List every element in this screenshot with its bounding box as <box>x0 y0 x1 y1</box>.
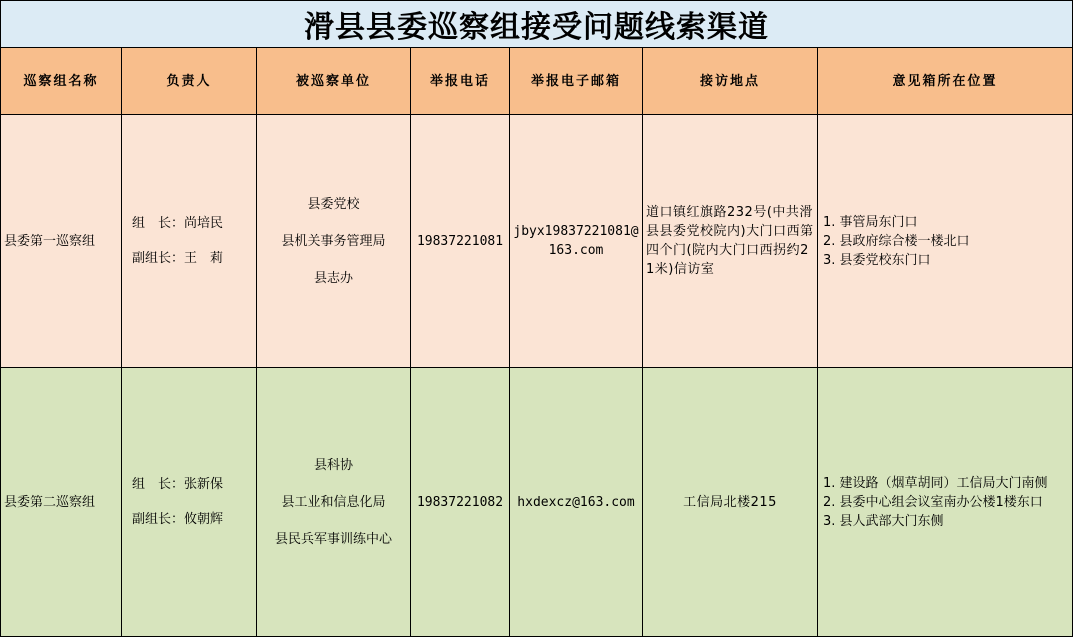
mailbox-cell <box>818 115 1073 368</box>
mailbox-item: 1. 建设路（烟草胡同）工信局大门南侧 <box>823 475 1048 491</box>
units-cell <box>257 368 411 637</box>
header-leader: 负责人 <box>122 48 257 115</box>
table-row <box>1 115 1073 368</box>
mailbox-item: 3. 县委党校东门口 <box>823 252 931 268</box>
mailbox-item: 2. 县政府综合楼一楼北口 <box>823 233 970 249</box>
unit-item: 县工业和信息化局 <box>281 494 386 510</box>
channels-table <box>0 47 1073 637</box>
header-address: 接访地点 <box>643 48 818 115</box>
header-group: 巡察组名称 <box>1 48 122 115</box>
leader-cell <box>122 115 257 368</box>
unit-item: 县志办 <box>313 270 353 286</box>
header-email: 举报电子邮箱 <box>510 48 643 115</box>
email-cell: jbyx19837221081@163.com <box>510 115 643 368</box>
group-name-cell: 县委第一巡察组 <box>1 115 122 368</box>
unit-item: 县科协 <box>313 457 353 473</box>
header-phone: 举报电话 <box>411 48 510 115</box>
units-cell <box>257 115 411 368</box>
header-mailbox: 意见箱所在位置 <box>818 48 1073 115</box>
deputy-text: 副组长：王 莉 <box>132 251 224 266</box>
mailbox-item: 2. 县委中心组会议室南办公楼1楼东口 <box>823 494 1043 510</box>
mailbox-cell <box>818 368 1073 637</box>
unit-item: 县机关事务管理局 <box>281 233 386 249</box>
page-title: 滑县县委巡察组接受问题线索渠道 <box>0 0 1073 48</box>
deputy-text: 副组长：攸朝辉 <box>132 512 224 527</box>
header-row <box>1 48 1073 115</box>
leader-text: 组 长：张新保 <box>132 477 224 492</box>
table-row <box>1 368 1073 637</box>
mailbox-item: 1. 事管局东门口 <box>823 214 918 230</box>
email-cell: hxdexcz@163.com <box>510 368 643 637</box>
phone-cell: 19837221081 <box>411 115 510 368</box>
address-cell: 道口镇红旗路232号(中共滑县县委党校院内)大门口西第四个门(院内大门口西拐约21米)信访室 <box>643 115 818 368</box>
unit-item: 县民兵军事训练中心 <box>274 531 392 547</box>
group-name-cell: 县委第二巡察组 <box>1 368 122 637</box>
leader-cell <box>122 368 257 637</box>
header-units: 被巡察单位 <box>257 48 411 115</box>
phone-cell: 19837221082 <box>411 368 510 637</box>
unit-item: 县委党校 <box>307 196 360 212</box>
address-cell: 工信局北楼215 <box>643 368 818 637</box>
leader-text: 组 长：尚培民 <box>132 216 224 231</box>
mailbox-item: 3. 县人武部大门东侧 <box>823 513 944 529</box>
